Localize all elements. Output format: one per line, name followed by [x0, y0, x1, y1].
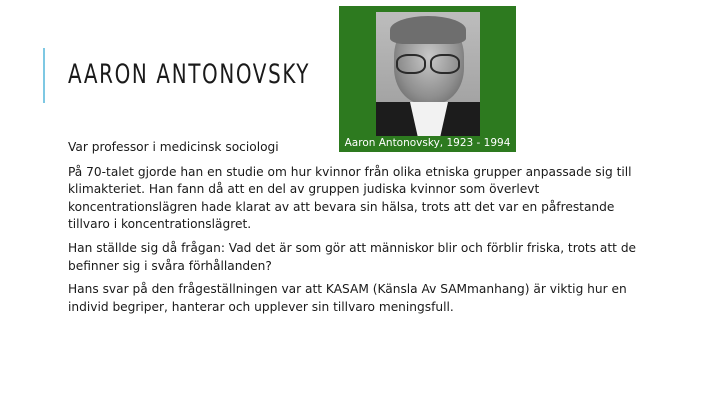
- paragraph-4: Hans svar på den frågeställningen var att KASAM (Känsla Av SAMmanhang) är viktig hur en individ begriper, hanterar och upplever sin tillvaro meningsfull.: [68, 282, 627, 314]
- portrait-hair: [390, 16, 466, 44]
- portrait-photo: [376, 12, 480, 136]
- paragraph-3: Han ställde sig då frågan: Vad det är som gör att människor blir och förblir friska, trots att de befinner sig i svåra förhållanden?: [68, 240, 637, 273]
- paragraph-2: På 70-talet gjorde han en studie om hur kvinnor från olika etniska grupper anpassade sig till klimakteriet. Han fann då att en del av gruppen judiska kvinnor som överlevt koncentrationslägren hade klarat av att bevara sin hälsa, trots att det var en påfrestande tillvaro i koncentrationslägret.: [68, 164, 632, 232]
- portrait-image: [339, 6, 516, 152]
- slide-title: AARON ANTONOVSKY: [68, 59, 311, 90]
- title-accent-bar: [43, 48, 45, 103]
- paragraph-1: Var professor i medicinsk sociologi: [68, 140, 279, 154]
- image-caption: Aaron Antonovsky, 1923 - 1994: [344, 137, 511, 149]
- slide-body: [68, 139, 648, 322]
- glasses-icon: [394, 54, 462, 72]
